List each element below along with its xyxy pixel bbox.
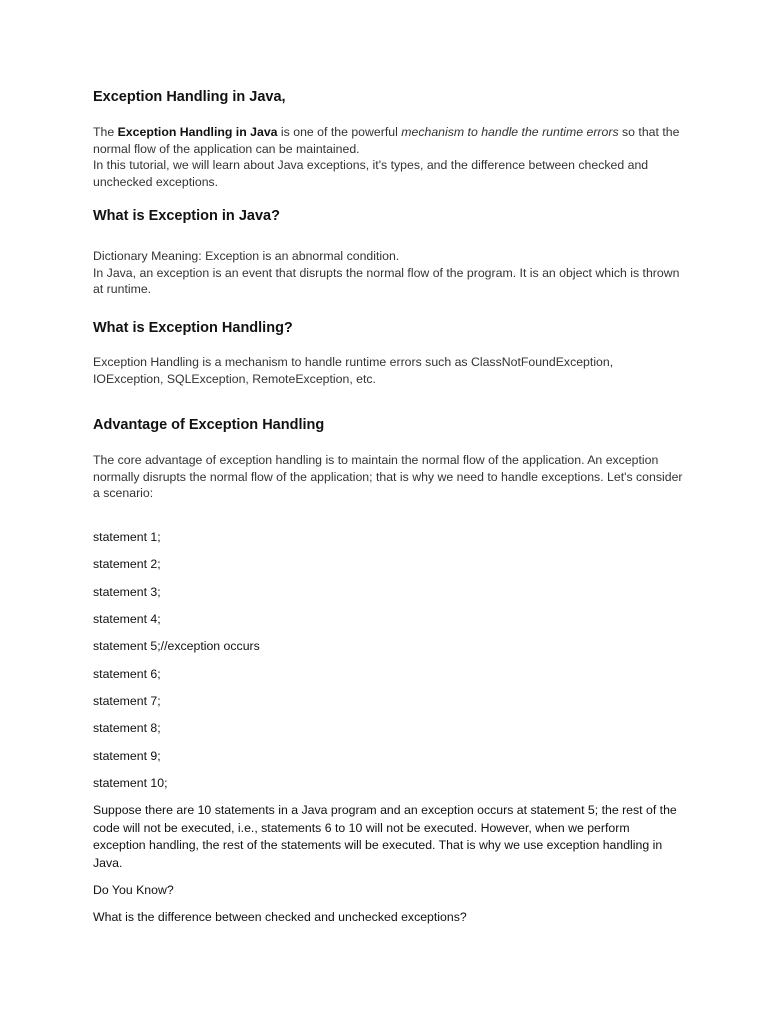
statement-line: statement 9; — [93, 749, 161, 763]
exception-definition-line: In Java, an exception is an event that disrupts the normal flow of the program. It is an object which is thrown at runtime. — [93, 265, 680, 296]
heading-advantage: Advantage of Exception Handling — [93, 417, 325, 433]
do-you-know-label: Do You Know? — [93, 883, 174, 897]
explanation-paragraph: Suppose there are 10 statements in a Java program and an exception occurs at statement 5; the rest of the code will not be executed, i.e., statements 6 to 10 will not be executed. However, when we perform exception handling, the rest of the statements will be executed. That is why we use exception handling in Java. — [93, 803, 677, 870]
statement-line: statement 10; — [93, 776, 168, 790]
statement-line: statement 5;//exception occurs — [93, 639, 260, 653]
what-is-handling-paragraph: Exception Handling is a mechanism to handle runtime errors such as ClassNotFoundException, IOException, SQLException, RemoteException, etc. — [93, 355, 614, 386]
statement-line: statement 1; — [93, 530, 161, 544]
page-title: Exception Handling in Java, — [93, 89, 286, 105]
intro-suffix: so that the normal flow of the application can be maintained. — [93, 125, 680, 156]
statement-line: statement 4; — [93, 612, 161, 626]
intro-middle: is one of the powerful — [277, 125, 402, 139]
checked-vs-unchecked-question: What is the difference between checked and unchecked exceptions? — [93, 910, 467, 924]
statement-line: statement 7; — [93, 694, 161, 708]
intro-second-line: In this tutorial, we will learn about Java exceptions, it's types, and the difference between checked and unchecked exceptions. — [93, 158, 649, 189]
statement-line: statement 8; — [93, 721, 161, 735]
statement-line: statement 2; — [93, 557, 161, 571]
advantage-paragraph: The core advantage of exception handling is to maintain the normal flow of the application. An exception normally disrupts the normal flow of the application; that is why we need to handle exceptions. Let's consider a scenario: — [93, 453, 683, 500]
heading-what-is-handling: What is Exception Handling? — [93, 320, 293, 336]
statement-line: statement 6; — [93, 667, 161, 681]
intro-italic-phrase: mechanism to handle the runtime errors — [401, 125, 619, 139]
intro-paragraph — [93, 124, 683, 190]
heading-what-is-exception: What is Exception in Java? — [93, 208, 280, 224]
intro-prefix: The — [93, 125, 118, 139]
statement-line: statement 3; — [93, 585, 161, 599]
intro-bold-term: Exception Handling in Java — [117, 125, 278, 139]
dictionary-meaning-line: Dictionary Meaning: Exception is an abnormal condition. — [93, 249, 400, 263]
what-is-exception-paragraph — [93, 248, 683, 298]
